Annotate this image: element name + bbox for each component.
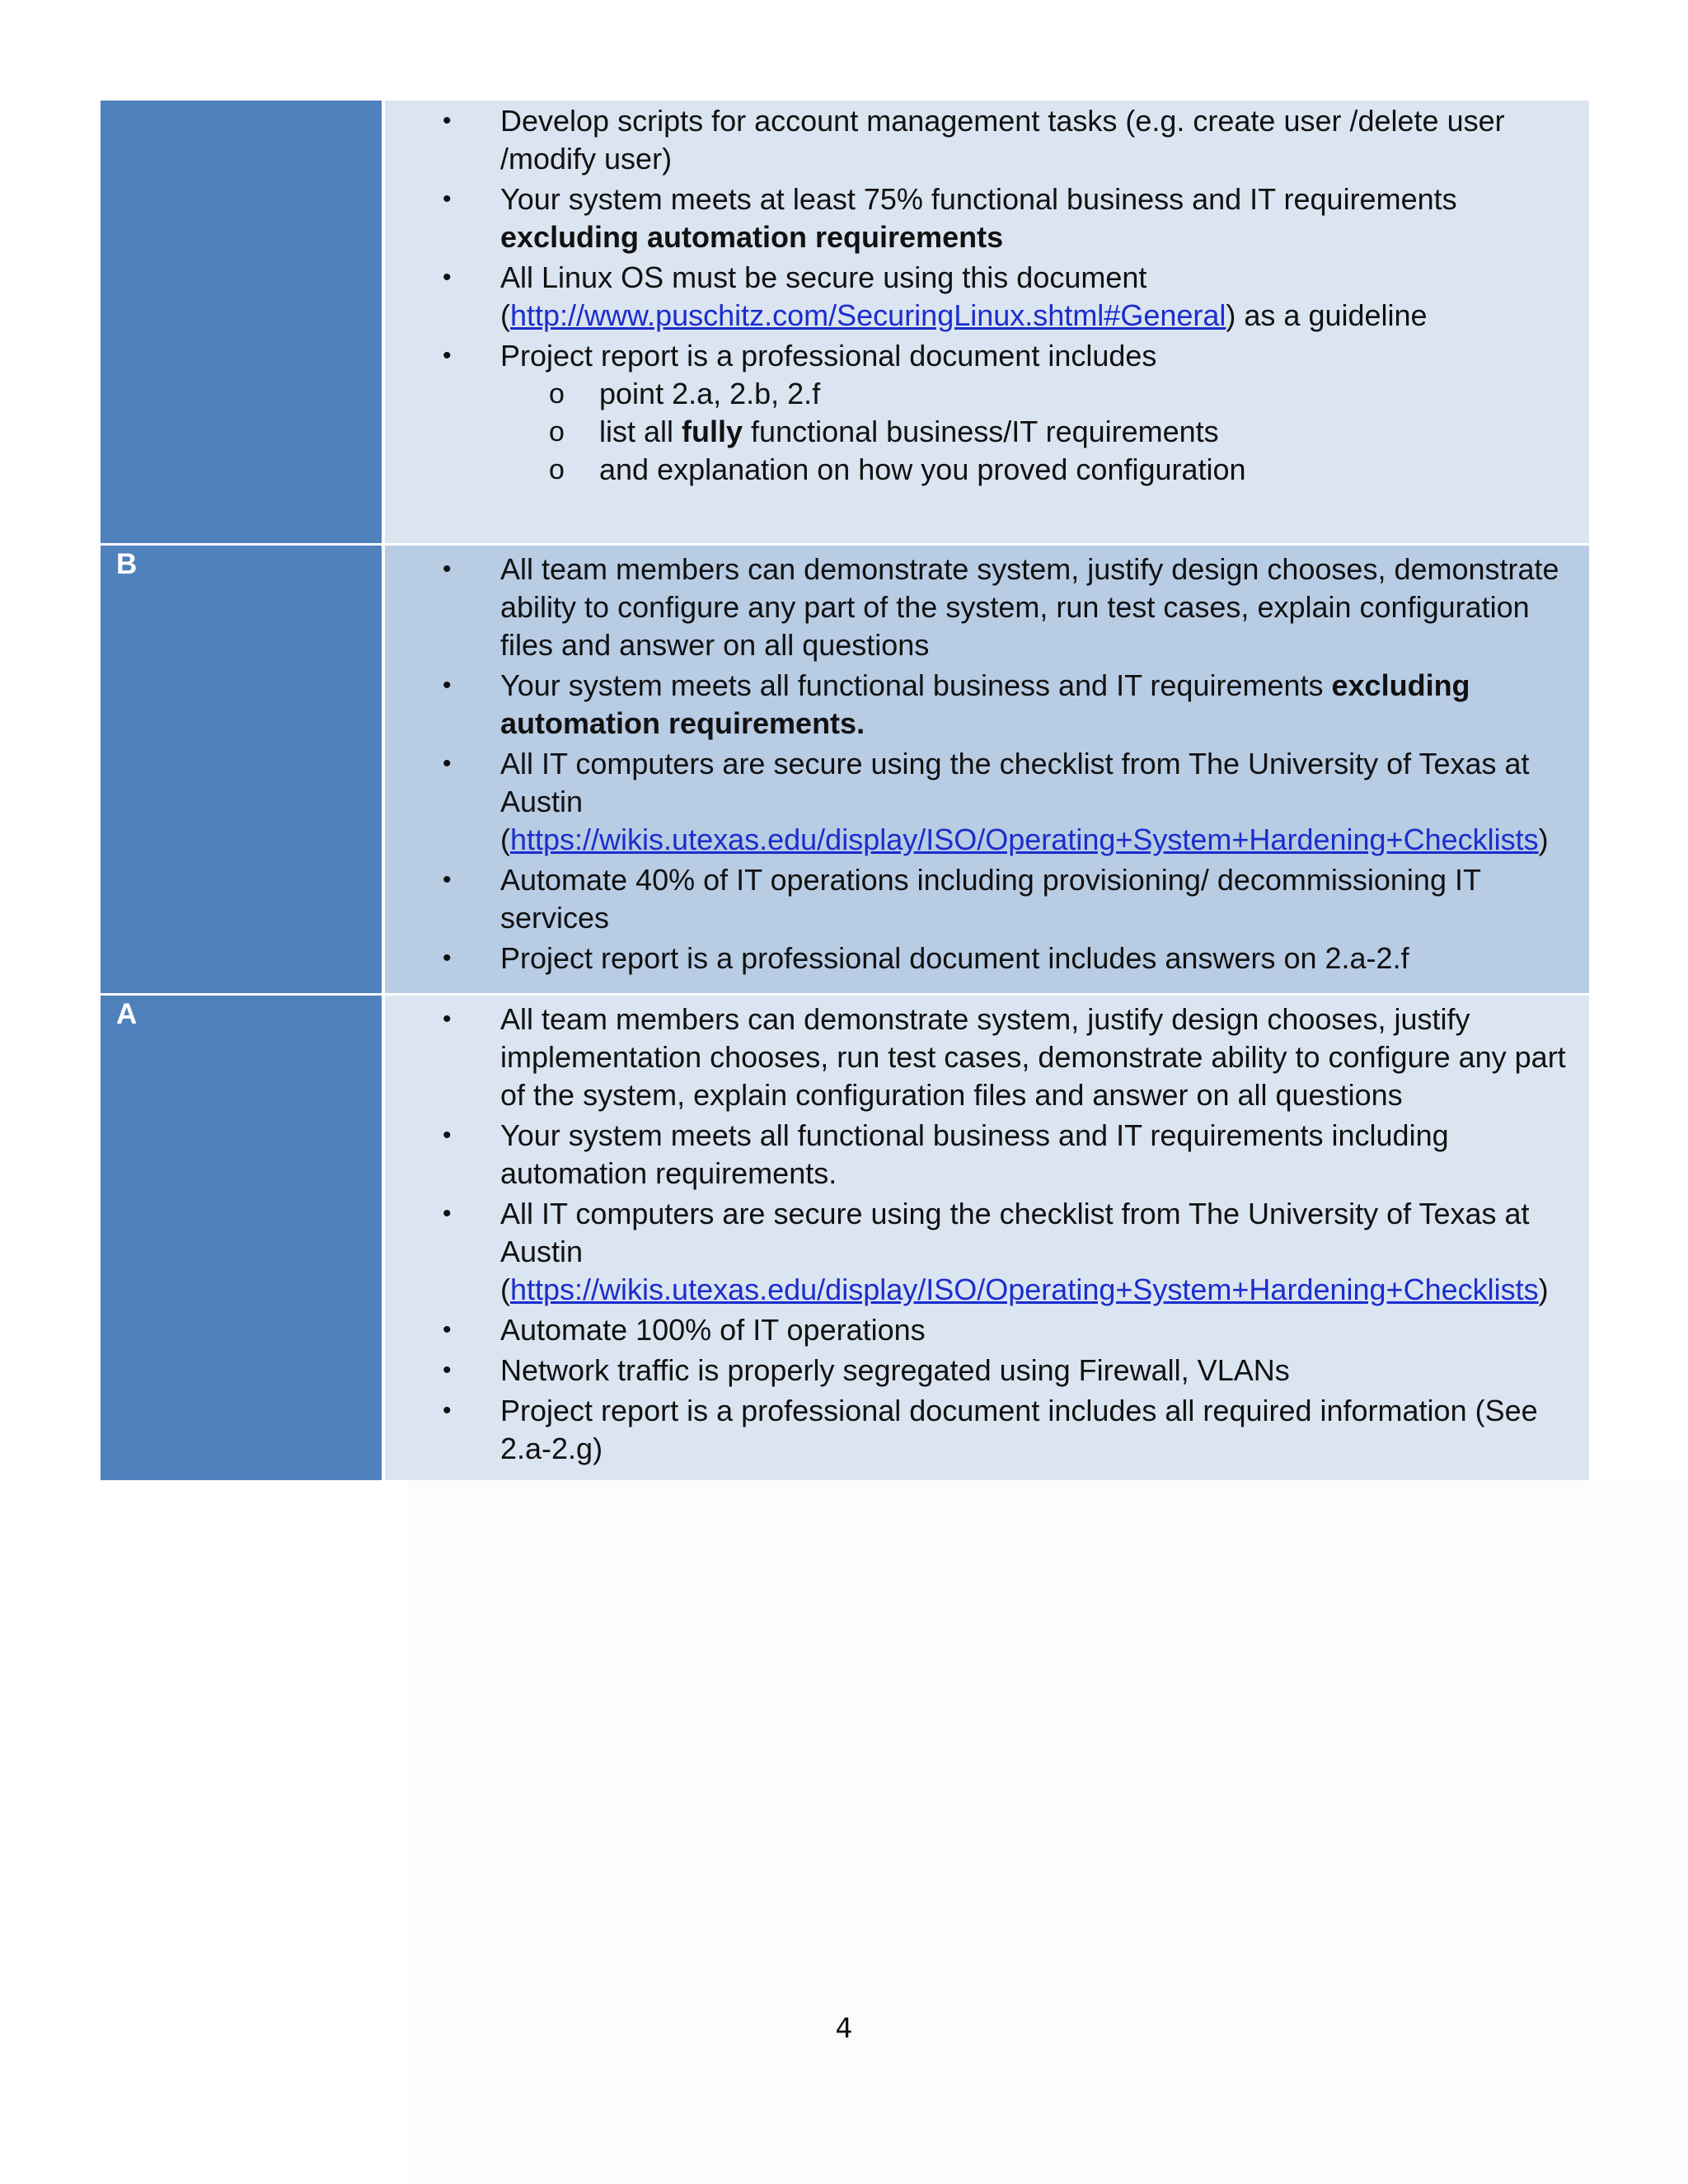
criteria-text: ) as a guideline: [1226, 298, 1428, 332]
criteria-item: [385, 745, 1576, 859]
criteria-text: Automate 100% of IT operations: [500, 1313, 926, 1347]
bullet-icon: •: [443, 342, 452, 369]
criteria-text: All IT computers are secure using the checklist from The University of Texas at Austin (: [500, 1197, 1530, 1306]
criteria-text: All Linux OS must be secure using this document (: [500, 260, 1147, 332]
criteria-item: [385, 337, 1576, 489]
criteria-item: [385, 551, 1576, 664]
criteria-emphasis: excluding automation requirements.: [500, 668, 1470, 740]
criteria-cell: [385, 101, 1589, 543]
bullet-icon: •: [443, 264, 452, 291]
circle-bullet-icon: o: [549, 378, 565, 410]
criteria-item: [385, 1001, 1576, 1114]
criteria-text: Develop scripts for account management tasks (e.g. create user /delete user /modify user): [500, 104, 1505, 176]
sub-criteria-list: [500, 375, 1576, 489]
criteria-text: ): [1538, 823, 1549, 856]
sub-criteria-item: [499, 375, 1576, 413]
sub-criteria-item: [499, 413, 1576, 451]
criteria-item: [385, 102, 1576, 178]
bullet-icon: •: [443, 944, 452, 972]
reference-link[interactable]: http://www.puschitz.com/SecuringLinux.shtml#General: [510, 298, 1226, 332]
page-background: [408, 1479, 1688, 2184]
rubric-row-grade-a: [101, 996, 1589, 1480]
criteria-item: [385, 259, 1576, 335]
criteria-text: Your system meets all functional business and IT requirements: [500, 668, 1332, 702]
criteria-text: Project report is a professional document includes all required information (See 2.a-2.g): [500, 1394, 1538, 1465]
bullet-icon: •: [443, 1005, 452, 1033]
bullet-icon: •: [443, 1357, 452, 1384]
bullet-icon: •: [443, 672, 452, 699]
criteria-item: [385, 940, 1576, 977]
criteria-item: [385, 1117, 1576, 1193]
sub-criteria-text: list all: [599, 415, 682, 448]
criteria-text: All IT computers are secure using the checklist from The University of Texas at Austin (: [500, 747, 1530, 856]
sub-criteria-text: and explanation on how you proved configuration: [599, 452, 1246, 486]
criteria-item: [385, 1392, 1576, 1468]
circle-bullet-icon: o: [549, 454, 565, 485]
sub-criteria-emphasis: fully: [682, 415, 743, 448]
circle-bullet-icon: o: [549, 416, 565, 448]
sub-criteria-item: [499, 451, 1576, 489]
grade-cell: [101, 101, 385, 543]
criteria-cell: [385, 996, 1589, 1480]
criteria-item: [385, 1311, 1576, 1349]
grading-rubric-table: [101, 101, 1589, 1480]
bullet-icon: •: [443, 750, 452, 777]
bullet-icon: •: [443, 1397, 452, 1424]
bullet-icon: •: [443, 1122, 452, 1149]
bullet-icon: •: [443, 185, 452, 213]
criteria-list: [385, 1001, 1576, 1468]
criteria-item: [385, 667, 1576, 743]
grade-cell: [101, 996, 385, 1480]
grade-letter: B: [116, 548, 138, 580]
rubric-row-continued: [101, 101, 1589, 546]
criteria-text: ): [1538, 1272, 1549, 1306]
reference-link[interactable]: https://wikis.utexas.edu/display/ISO/Operating+System+Hardening+Checklists: [510, 1272, 1539, 1306]
criteria-text: Your system meets all functional business and IT requirements including automation requirements.: [500, 1118, 1449, 1190]
reference-link[interactable]: https://wikis.utexas.edu/display/ISO/Operating+System+Hardening+Checklists: [510, 823, 1539, 856]
criteria-item: [385, 180, 1576, 256]
criteria-text: Project report is a professional document includes answers on 2.a-2.f: [500, 941, 1409, 975]
bullet-icon: •: [443, 1316, 452, 1343]
bullet-icon: •: [443, 107, 452, 134]
criteria-text: Automate 40% of IT operations including provisioning/ decommissioning IT services: [500, 863, 1481, 935]
rubric-row-grade-b: [101, 546, 1589, 996]
bullet-icon: •: [443, 866, 452, 893]
criteria-item: [385, 1195, 1576, 1309]
bullet-icon: •: [443, 1200, 452, 1227]
criteria-text: All team members can demonstrate system, justify design chooses, demonstrate ability to configure any part of the system, run test cases, explain configuration files and answer on all questions: [500, 552, 1559, 662]
criteria-text: Project report is a professional document includes: [500, 339, 1157, 373]
bullet-icon: •: [443, 555, 452, 583]
sub-criteria-text: functional business/IT requirements: [743, 415, 1219, 448]
criteria-item: [385, 861, 1576, 937]
criteria-item: [385, 1352, 1576, 1390]
criteria-text: Network traffic is properly segregated using Firewall, VLANs: [500, 1353, 1290, 1387]
sub-criteria-text: point 2.a, 2.b, 2.f: [599, 377, 821, 410]
grade-cell: [101, 546, 385, 993]
criteria-list: [385, 102, 1576, 489]
criteria-list: [385, 551, 1576, 977]
criteria-cell: [385, 546, 1589, 993]
criteria-text: All team members can demonstrate system, justify design chooses, justify implementation chooses, run test cases, demonstrate ability to configure any part of the system, explain configuration files and answer on all questions: [500, 1002, 1566, 1112]
grade-letter: A: [116, 998, 138, 1030]
criteria-emphasis: excluding automation requirements: [500, 220, 1004, 254]
page-number: 4: [835, 2012, 853, 2044]
criteria-text: Your system meets at least 75% functional business and IT requirements: [500, 182, 1457, 216]
